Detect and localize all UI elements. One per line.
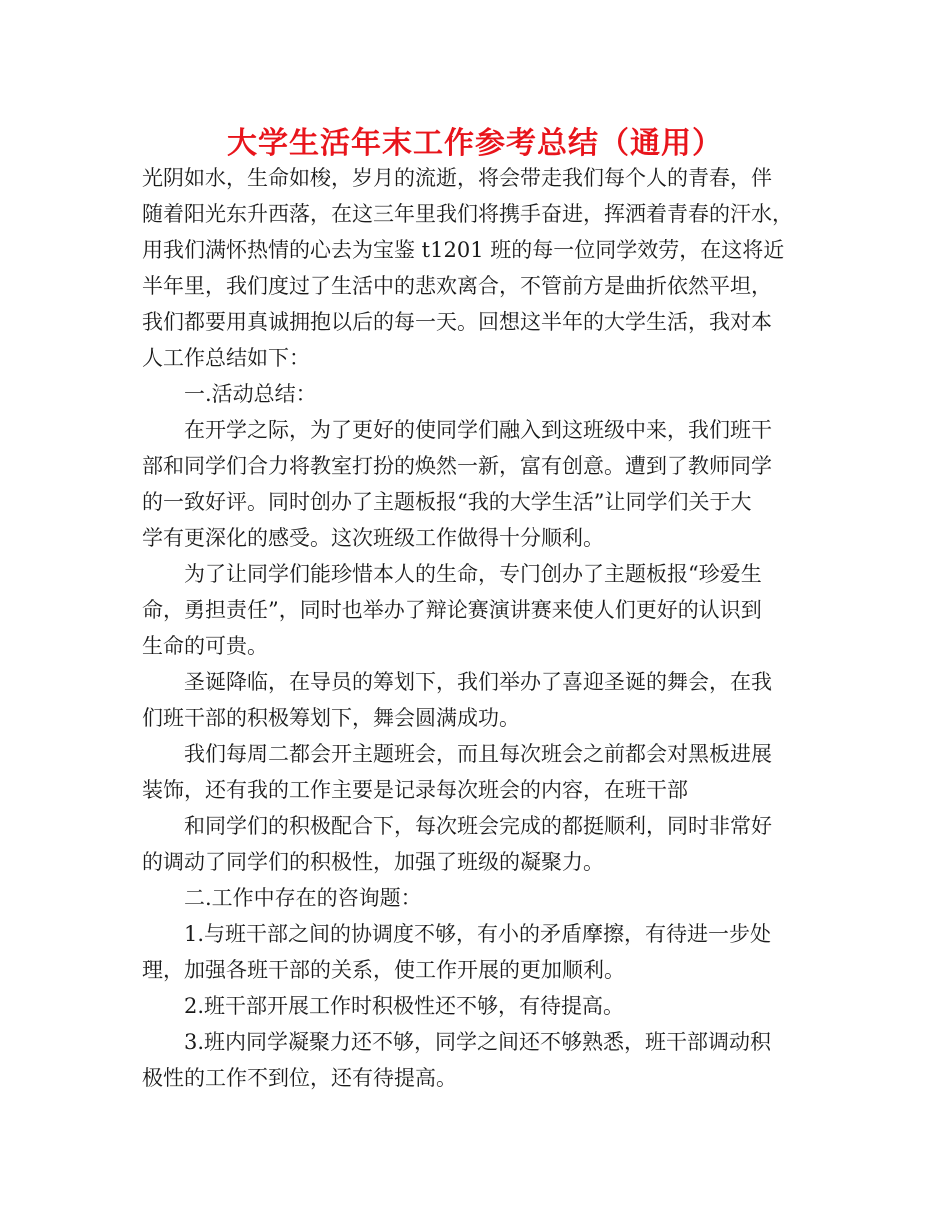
paragraph-line: 为了让同学们能珍惜本人的生命，专门创办了主题板报“珍爱生	[184, 562, 762, 586]
list-item-continuation: 极性的工作不到位，还有待提高。	[142, 1066, 457, 1090]
paragraph-line: 在开学之际，为了更好的使同学们融入到这班级中来，我们班干	[184, 418, 772, 442]
paragraph-line: 的调动了同学们的积极性，加强了班级的凝聚力。	[142, 850, 604, 874]
paragraph-line: 我们每周二都会开主题班会，而且每次班会之前都会对黑板进展	[184, 742, 772, 766]
paragraph-line: 和同学们的积极配合下，每次班会完成的都挺顺利，同时非常好	[184, 814, 772, 838]
document-title: 大学生活年末工作参考总结（通用）	[227, 126, 723, 161]
paragraph-line: 随着阳光东升西落，在这三年里我们将携手奋进，挥洒着青春的汗水，	[142, 202, 793, 226]
document-body	[142, 160, 822, 1096]
paragraph-line: 的一致好评。同时创办了主题板报“我的大学生活”让同学们关于大	[142, 490, 752, 514]
paragraph-line: 生命的可贵。	[142, 634, 268, 658]
list-item-continuation: 理，加强各班干部的关系，使工作开展的更加顺利。	[142, 958, 625, 982]
paragraph-line: 学有更深化的感受。这次班级工作做得十分顺利。	[142, 526, 604, 550]
paragraph-line: 命，勇担责任”，同时也举办了辩论赛演讲赛来使人们更好的认识到	[142, 598, 762, 622]
list-item: 2.班干部开展工作时积极性还不够，有待提高。	[184, 994, 625, 1018]
list-item: 1.与班干部之间的协调度不够，有小的矛盾摩擦，有待进一步处	[184, 922, 772, 946]
paragraph-line: 用我们满怀热情的心去为宝鉴 t1201 班的每一位同学效劳，在这将近	[142, 238, 785, 262]
paragraph-line: 我们都要用真诚拥抱以后的每一天。回想这半年的大学生活，我对本	[142, 310, 772, 334]
section-heading: 一.活动总结：	[184, 382, 317, 406]
paragraph-line: 部和同学们合力将教室打扮的焕然一新，富有创意。遭到了教师同学	[142, 454, 772, 478]
paragraph-line: 们班干部的积极筹划下，舞会圆满成功。	[142, 706, 520, 730]
list-item: 3.班内同学凝聚力还不够，同学之间还不够熟悉，班干部调动积	[184, 1030, 772, 1054]
paragraph-line: 人工作总结如下：	[142, 346, 310, 370]
section-heading: 二.工作中存在的咨询题：	[184, 886, 422, 910]
paragraph-line: 半年里，我们度过了生活中的悲欢离合，不管前方是曲折依然平坦，	[142, 274, 772, 298]
paragraph-line: 圣诞降临，在导员的筹划下，我们举办了喜迎圣诞的舞会，在我	[184, 670, 772, 694]
paragraph-line: 装饰，还有我的工作主要是记录每次班会的内容，在班干部	[142, 778, 688, 802]
paragraph-line: 光阴如水，生命如梭，岁月的流逝，将会带走我们每个人的青春，伴	[142, 166, 772, 190]
